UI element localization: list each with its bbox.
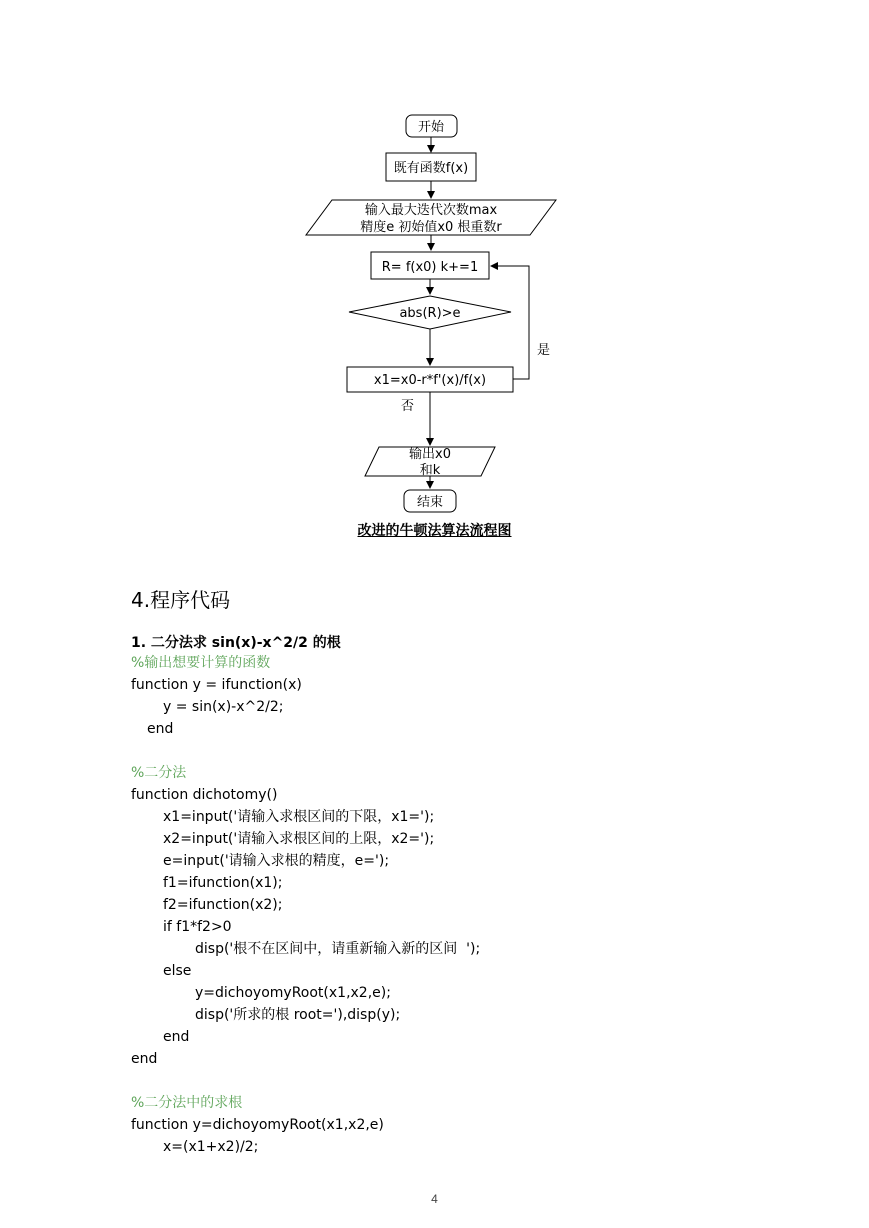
code-line: function y=dichoyomyRoot(x1,x2,e) <box>131 1117 384 1133</box>
section-title: 4.程序代码 <box>131 588 231 612</box>
code-line: else <box>163 963 192 979</box>
start-label: 开始 <box>417 120 445 135</box>
code-line: disp('所求的根 root='),disp(y); <box>195 1007 401 1023</box>
output-label-1: 输出x0 <box>409 447 451 462</box>
loop-back-arrow <box>491 266 529 379</box>
code-line: x=(x1+x2)/2; <box>163 1139 259 1155</box>
end-label: 结束 <box>416 495 444 510</box>
code-comment: %二分法 <box>131 765 187 781</box>
subsection-title: 1. 二分法求 sin(x)-x^2/2 的根 <box>131 635 341 651</box>
blank-line <box>131 740 480 762</box>
code-line: end <box>147 721 174 737</box>
code-line: x2=input('请输入求根区间的上限，x2='); <box>163 831 435 847</box>
code-line: if f1*f2>0 <box>163 919 232 935</box>
code-line: function y = ifunction(x) <box>131 677 302 693</box>
code-line: y=dichoyomyRoot(x1,x2,e); <box>195 985 391 1001</box>
code-line: x1=input('请输入求根区间的下限，x1='); <box>163 809 435 825</box>
no-label: 否 <box>401 399 415 414</box>
condition-label: abs(R)>e <box>399 306 461 321</box>
code-line: f2=ifunction(x2); <box>163 897 283 913</box>
code-line: y = sin(x)-x^2/2; <box>163 699 284 715</box>
code-block <box>131 652 480 1158</box>
code-line: function dichotomy() <box>131 787 278 803</box>
define-function-label: 既有函数f(x) <box>393 161 469 176</box>
figure-caption: 改进的牛顿法算法流程图 <box>357 523 512 539</box>
input-label-2: 精度e 初始值x0 根重数r <box>360 220 502 235</box>
input-label-1: 输入最大迭代次数max <box>364 203 498 218</box>
compute-label: R= f(x0) k+=1 <box>381 260 479 275</box>
output-label-2: 和k <box>419 463 441 478</box>
code-line: e=input('请输入求根的精度，e='); <box>163 853 390 869</box>
code-comment: %输出想要计算的函数 <box>131 655 271 671</box>
blank-line <box>131 1070 480 1092</box>
code-line: disp('根不在区间中，请重新输入新的区间 '); <box>195 941 481 957</box>
yes-label: 是 <box>537 343 551 358</box>
newton-flowchart <box>0 0 869 520</box>
code-line: end <box>163 1029 190 1045</box>
update-label: x1=x0-r*f'(x)/f(x) <box>373 373 487 388</box>
page-number: 4 <box>431 1192 438 1206</box>
code-line: end <box>131 1051 158 1067</box>
code-line: f1=ifunction(x1); <box>163 875 283 891</box>
code-comment: %二分法中的求根 <box>131 1095 243 1111</box>
